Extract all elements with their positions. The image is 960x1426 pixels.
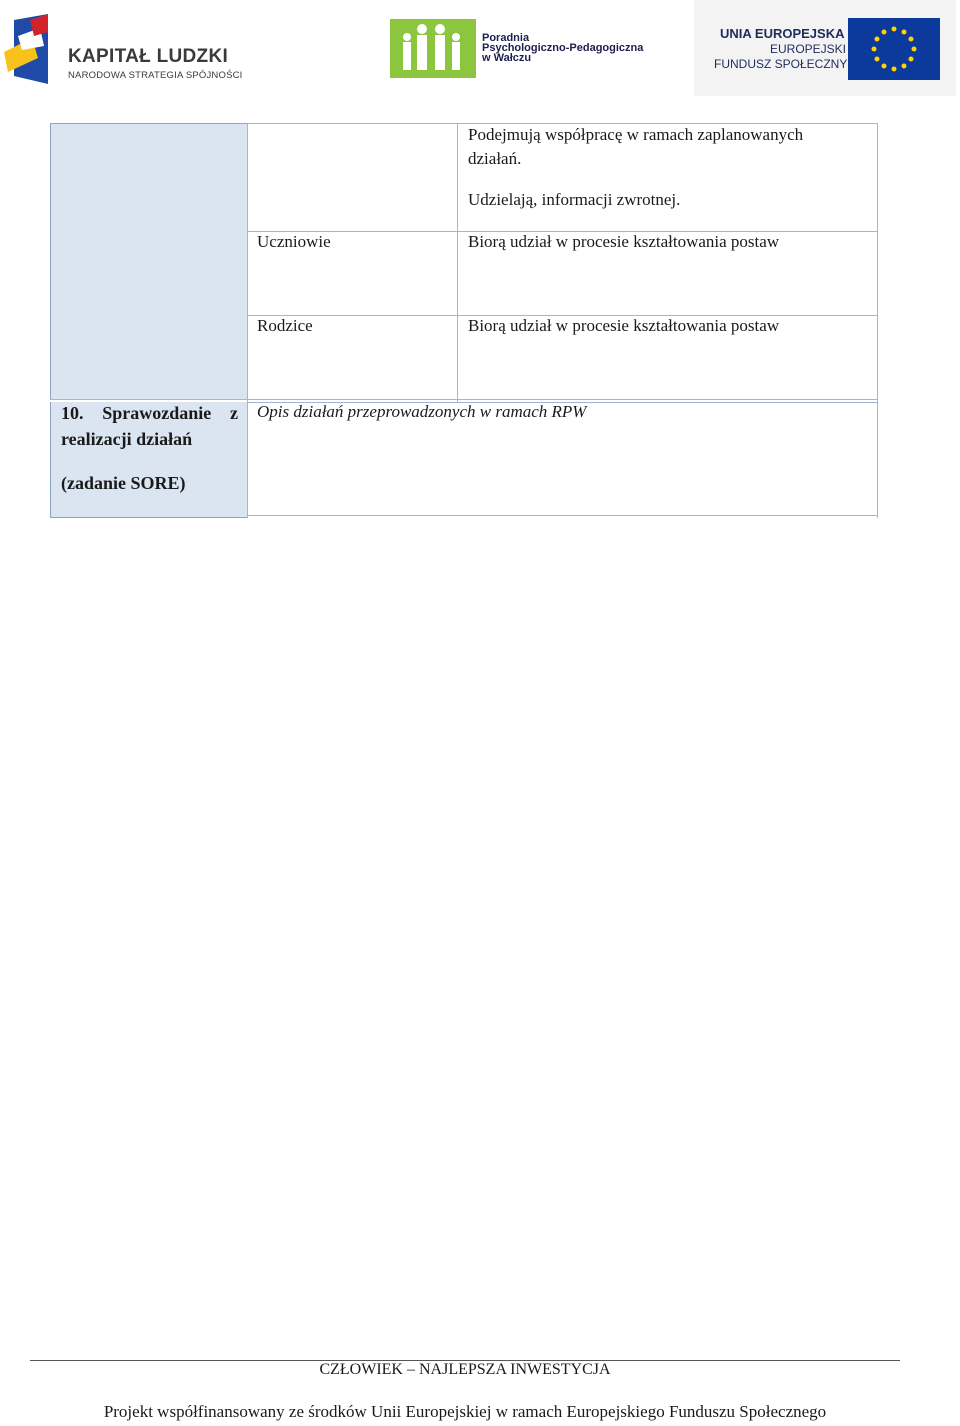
eu-line3: FUNDUSZ SPOŁECZNY xyxy=(714,57,848,71)
table-border-col1-bottom xyxy=(247,402,248,518)
row-rodzice-label: Rodzice xyxy=(257,316,313,335)
eu-logo xyxy=(694,0,956,96)
row-uczniowie-text: Biorą udział w procesie kształtowania postaw xyxy=(468,232,780,251)
eu-line2: EUROPEJSKI xyxy=(770,42,847,56)
kapital-ludzki-emblem-icon xyxy=(4,12,64,88)
table-left-shaded-cell xyxy=(50,123,247,400)
kapital-ludzki-subtitle: NARODOWA STRATEGIA SPÓJNOŚCI xyxy=(68,70,243,81)
row-top-text-3: Udzielają, informacji zwrotnej. xyxy=(468,190,681,209)
table-border-col1 xyxy=(247,123,248,402)
row-top-text-1: Podejmują współpracę w ramach zaplanowanych xyxy=(468,125,804,144)
eu-flag-icon xyxy=(848,18,940,80)
poradnia-line2: Psychologiczno-Pedagogiczna xyxy=(482,42,644,54)
poradnia-logo xyxy=(390,19,670,79)
row-10-title-line1: 10. Sprawozdanie z xyxy=(61,403,238,423)
row-rodzice-text: Biorą udział w procesie kształtowania postaw xyxy=(468,316,780,335)
poradnia-name xyxy=(482,33,643,63)
poradnia-line1: Poradnia xyxy=(482,32,530,44)
table-border-col2 xyxy=(457,123,458,402)
family-icon xyxy=(390,19,476,78)
kapital-ludzki-title: KAPITAŁ LUDZKI xyxy=(68,46,229,67)
row-10-title-line2: realizacji działań xyxy=(61,429,193,449)
kapital-ludzki-logo xyxy=(4,12,244,88)
page-header xyxy=(0,0,960,100)
footer-note: Projekt współfinansowany ze środków Unii Europejskiej w ramach Europejskiego Funduszu Społecznego xyxy=(103,1402,827,1421)
footer-slogan: CZŁOWIEK – NAJLEPSZA INWESTYCJA xyxy=(319,1361,611,1378)
poradnia-line3: w Wałczu xyxy=(482,52,532,64)
plan-table xyxy=(50,123,878,518)
row-uczniowie-label: Uczniowie xyxy=(257,232,331,251)
eu-line1: UNIA EUROPEJSKA xyxy=(720,26,845,41)
table-border-right xyxy=(877,123,878,518)
row-top-text-2: działań. xyxy=(468,149,522,168)
row-10-description: Opis działań przeprowadzonych w ramach RPW xyxy=(257,402,587,421)
row-10-title-line3: (zadanie SORE) xyxy=(61,473,186,493)
